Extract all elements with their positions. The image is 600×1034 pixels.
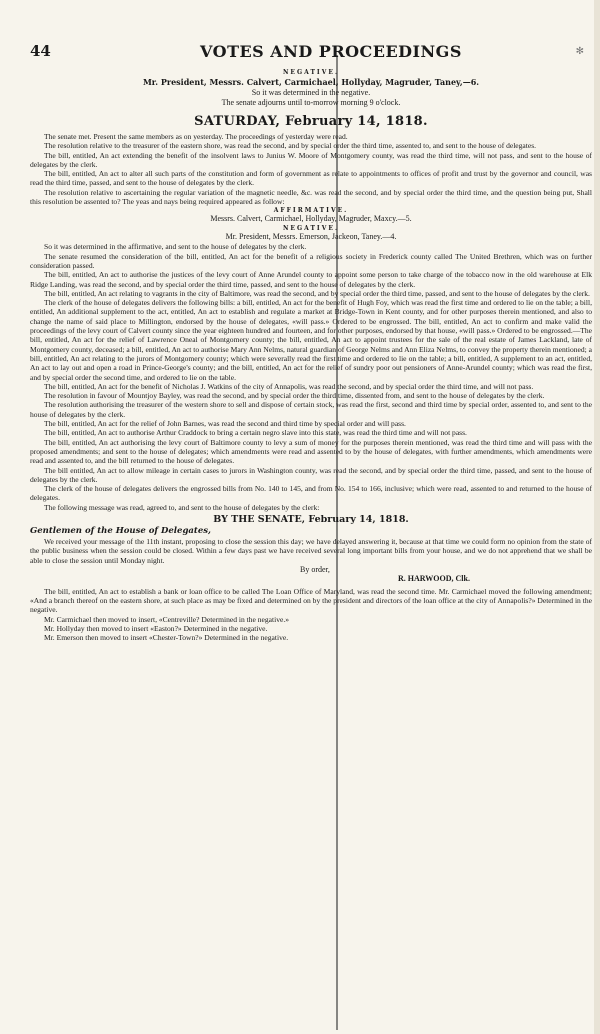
paragraph: The bill, entitled, An act to authorise Arthur Craddock to bring a certain negro slave into this state, was read the third time and will not pass. xyxy=(44,428,467,438)
paragraph: The bill, entitled, An act relating to vagrants in the city of Baltimore, was read the second, and by special order the third time, passed, and sent to the house of delegates by the clerk. xyxy=(44,288,590,298)
paragraph: The bill, entitled, An act to alter all such parts of the constitution and form of government as relate to appointments to offices of profit and trust by the governor and council, was read the third time, passed, and sent to the house of delegates by the clerk. xyxy=(30,169,592,188)
paragraph: So it was determined in the affirmative, and sent to the house of delegates by the clerk. xyxy=(44,242,307,252)
paragraph: The resolution relative to the treasurer of the eastern shore, was read the second, and by special order the third time, assented to, and sent to the house of delegates. xyxy=(44,141,537,151)
paragraph: The clerk of the house of delegates delivers the following bills: a bill, entitled, An act for the benefit of Hugh Foy, which was read the first time and ordered to lie on the table; a bill, entitled, An additional supplement to the act, entitled, An act to establish and regulate a market at Bridge-Town in Kent county, and for other purposes therein mentioned, and also to change the name of said place to Millington, endorsed by the house of delegates, «will pass.» Ordered to be engrossed. The bill, entitled, An act to confirm and make valid the proceedings of the levy court of Calvert county since the year eighteen hundred and fourteen, and for other purposes, endorsed by that house, «will pass.» Ordered to be engrossed.—The bill, entitled, An act for the relief of Lawrence Oneal of Montgomery county; the bill, entitled, An act to appoint trustees for the sale of the real estate of James Lackland, late of Montgomery county, deceased; a bill, entitled, An act to authorise Mary Ann Nelms, natural guardian of George Nelms and Ann Eliza Nelms, to convey the property therein mentioned; a bill, entitled, An act relating to the jurors of Montgomery county; which were severally read the first time and ordered to lie on the table; a bill, entitled, A supplement to an act, entitled, An act to lay out and open a road in Prince-George's county; and the bill, entitled, An act for the relief of sundry poor out pensioners of Anne-Arundel county; which was read the first, and by special order the second time, and ordered to lie on the table. xyxy=(30,298,592,382)
signature: R. HARWOOD, Clk. xyxy=(398,573,470,583)
paragraph: The bill entitled, An act to allow mileage in certain cases to jurors in Washington county, was read the second, and by special order the third time, passed, and sent to the house of delegates by the clerk. xyxy=(30,465,592,484)
date-heading: SATURDAY, February 14, 1818. xyxy=(194,114,428,129)
paragraph: The senate resumed the consideration of the bill, entitled, An act for the benefit of a religious society in Frederick county called The United Brethren, which was on further consideration passed. xyxy=(30,251,592,270)
paragraph: The resolution authorising the treasurer of the western shore to sell and dispose of certain stock, was read the first, second and third time by special order, assented to, and sent to the house of delegates by the clerk. xyxy=(30,400,592,419)
adjourn-line: The senate adjourns until to-morrow morning 9 o'clock. xyxy=(221,98,401,107)
affirmative-names: Messrs. Calvert, Carmichael, Hollyday, Magruder, Maxcy.—5. xyxy=(210,214,412,224)
ornament-icon: ✻ xyxy=(575,46,584,57)
negative-label: NEGATIVE. xyxy=(282,225,340,233)
paragraph: The bill, entitled, An act for the relief of John Barnes, was read the second and third time by special order and will pass. xyxy=(44,419,406,429)
determined-line: So it was determined in the negative. xyxy=(251,88,371,97)
paragraph: Mr. Emerson then moved to insert «Chester-Town?» Determined in the negative. xyxy=(44,633,289,643)
paragraph: The bill, entitled, An act to establish a bank or loan office to be called The Loan Office of Maryland, was read the second time. Mr. Carmichael moved the following amendment; «And a branch thereof on the eastern shore, at such place as may be fixed and determined on by the president and directors of the loan office at the city of Annapolis?» Determined in the negative. xyxy=(30,586,592,615)
negative-label: NEGATIVE. xyxy=(282,69,340,76)
paragraph: The resolution relative to ascertaining the regular variation of the magnetic needle, &c. was read the second, and by special order the third time, and the question being put, Shall this resolution be assented to? The yeas and nays being required appeared as follow: xyxy=(30,187,592,207)
page-edge xyxy=(594,0,600,1034)
paragraph: The bill, entitled, An act authorising the levy court of Baltimore county to levy a sum of money for the purposes therein mentioned, was read the third time and will pass with the proposed amendments; and sent to the house of delegates; which amendments were read and assented to by the house of delegates, with further amendments, which amendments were read and assented to, and the bill returned to the house of delegates. xyxy=(30,437,592,466)
affirmative-label: AFFIRMATIVE. xyxy=(273,207,349,215)
paragraph: The bill, entitled, An act extending the benefit of the insolvent laws to Junius W. Moore of Montgomery county, was read the third time, will not pass, and sent to the house of delegates by the clerk. xyxy=(30,150,592,169)
negative-names: Mr. President, Messrs. Emerson, Jackeon, Taney.—4. xyxy=(225,232,397,242)
message-body: We received your message of the 11th instant, proposing to close the session this day; we have delayed answering it, because at that time we could form no opinion from the state of the public business when the session could be closed. Within a few days past we have received several long important bills from your house, and we do not apprehend that we shall be able to close the session until Monday night. xyxy=(30,536,592,565)
running-title: VOTES AND PROCEEDINGS xyxy=(200,42,462,61)
page-body xyxy=(30,68,592,1030)
paragraph: Mr. Carmichael then moved to insert, «Centreville? Determined in the negative.» xyxy=(44,614,289,624)
paragraph: The resolution in favour of Mountjoy Bayley, was read the second, and by special order the third time, dissented from, and sent to the house of delegates by the clerk. xyxy=(44,391,545,401)
paragraph: Mr. Hollyday then moved to insert «Easton?» Determined in the negative. xyxy=(44,624,268,634)
page-number: 44 xyxy=(30,42,51,60)
message-heading: BY THE SENATE, February 14, 1818. xyxy=(213,513,409,525)
paragraph: The bill, entitled, An act to authorise the justices of the levy court of Anne Arundel county to appoint some person to take charge of the tobacco now in the old warehouse at Elk Ridge Landing, was read the second, and by special order the third time, passed, and sent to the house of delegates by the clerk. xyxy=(30,270,592,289)
paragraph: The clerk of the house of delegates delivers the engrossed bills from No. 140 to 145, and from No. 154 to 166, inclusive; which were read, assented to and returned to the house of delegates. xyxy=(30,484,592,503)
negative-names: Mr. President, Messrs. Calvert, Carmichael, Hollyday, Magruder, Taney,—6. xyxy=(142,77,480,87)
paragraph: The senate met. Present the same members as on yesterday. The proceedings of yesterday were read. xyxy=(44,132,348,141)
by-order: By order, xyxy=(300,564,330,574)
signature-block xyxy=(30,565,592,587)
message-address: Gentlemen of the House of Delegates, xyxy=(30,525,211,536)
page-header xyxy=(30,42,590,64)
paragraph: The bill, entitled, An act for the benefit of Nicholas J. Watkins of the city of Annapolis, was read the second, and by special order the third time, and will not pass. xyxy=(44,381,534,391)
paragraph: The following message was read, agreed to, and sent to the house of delegates by the clerk: xyxy=(44,502,320,512)
